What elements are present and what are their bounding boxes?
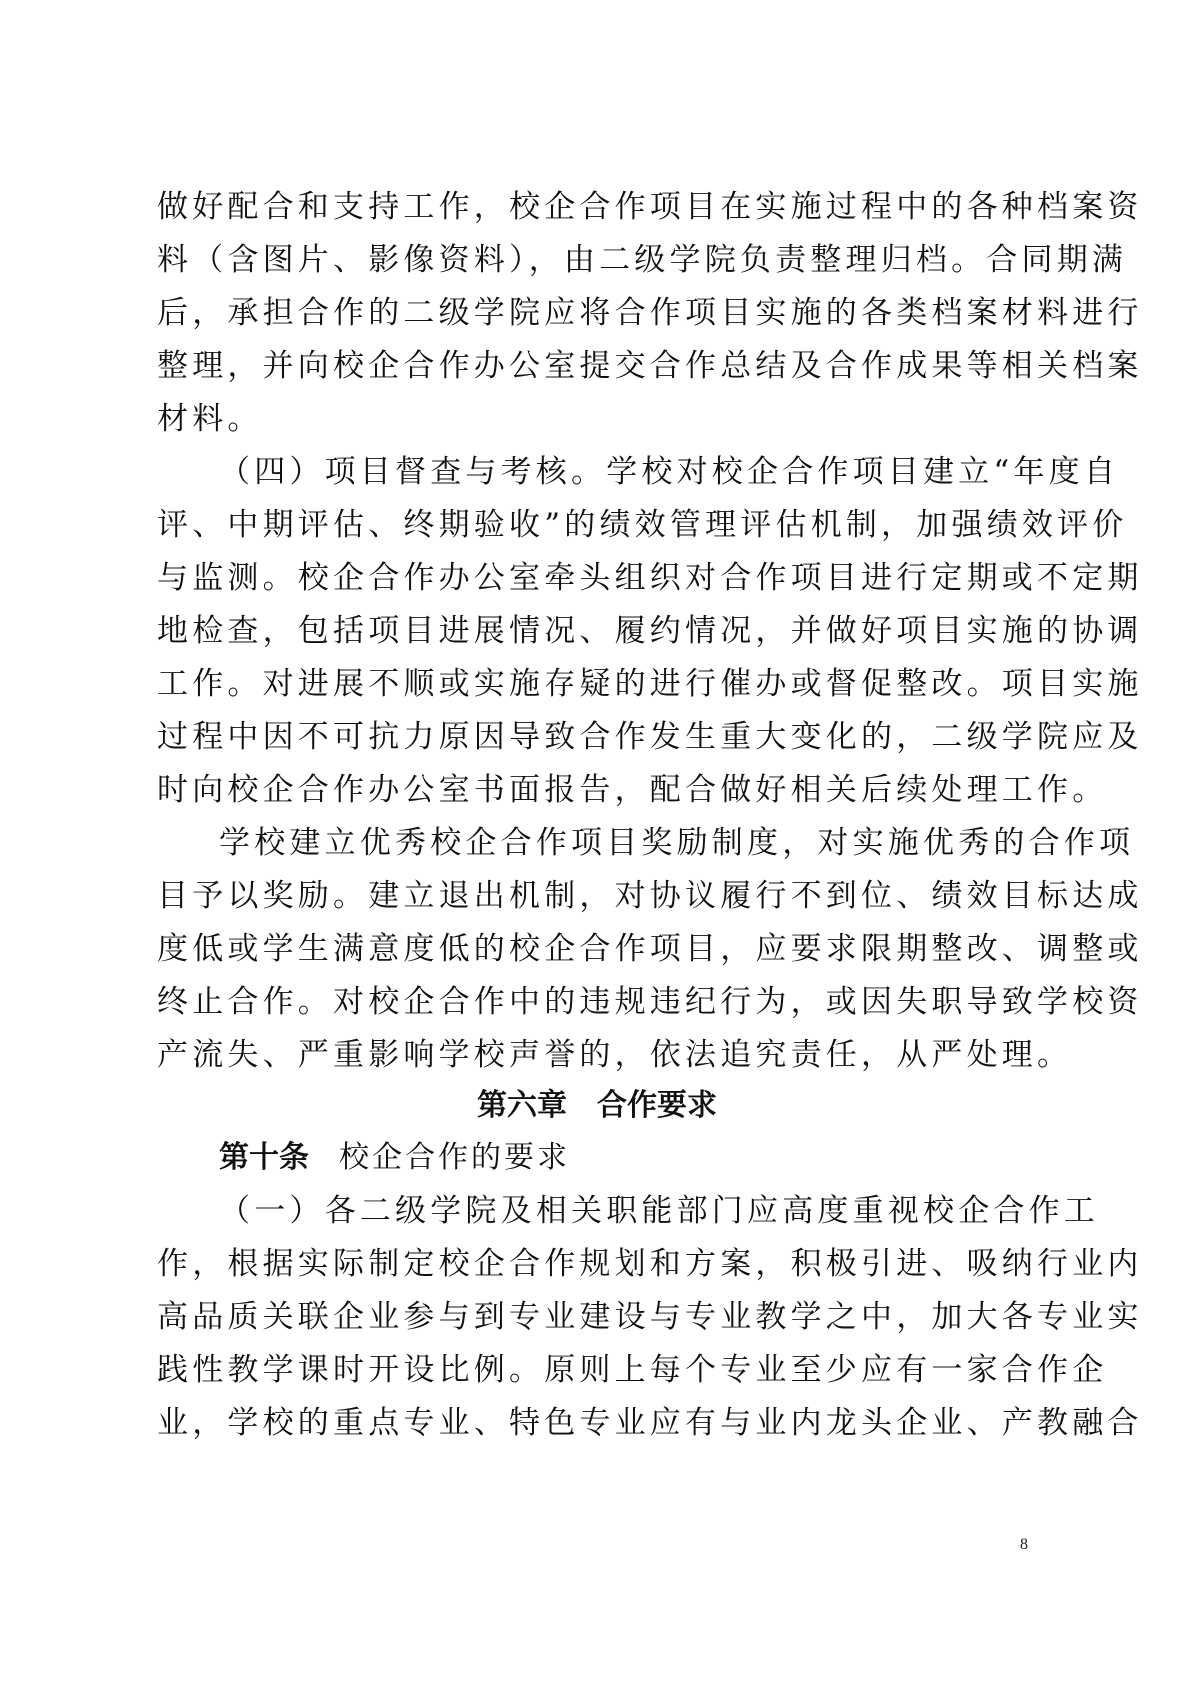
- body-line: 料（含图片、影像资料），由二级学院负责整理归档。合同期满: [157, 242, 1128, 278]
- body-line: 学校建立优秀校企合作项目奖励制度，对实施优秀的合作项: [219, 825, 1135, 861]
- article-number: 第十条: [219, 1140, 309, 1175]
- body-line: 产流失、严重影响学校声誉的，依法追究责任，从严处理。: [157, 1037, 1073, 1073]
- body-line: 度低或学生满意度低的校企合作项目，应要求限期整改、调整或: [157, 931, 1143, 967]
- body-line: 整理，并向校企合作办公室提交合作总结及合作成果等相关档案: [157, 348, 1143, 384]
- body-line: （四）项目督查与考核。学校对校企合作项目建立“年度自: [219, 454, 1120, 490]
- body-line: 践性教学课时开设比例。原则上每个专业至少应有一家合作企: [157, 1352, 1108, 1388]
- body-line: 作，根据实际制定校企合作规划和方案，积极引进、吸纳行业内: [157, 1246, 1143, 1282]
- body-line: 工作。对进展不顺或实施存疑的进行催办或督促整改。项目实施: [157, 666, 1143, 702]
- body-line: 与监测。校企合作办公室牵头组织对合作项目进行定期或不定期: [157, 560, 1143, 596]
- body-line: 高品质关联企业参与到专业建设与专业教学之中，加大各专业实: [157, 1299, 1143, 1335]
- body-line: 评、中期评估、终期验收”的绩效管理评估机制，加强绩效评价: [157, 507, 1128, 543]
- body-line: 时向校企合作办公室书面报告，配合做好相关后续处理工作。: [157, 772, 1108, 808]
- body-line: 目予以奖励。建立退出机制，对协议履行不到位、绩效目标达成: [157, 878, 1143, 914]
- body-line: 过程中因不可抗力原因导致合作发生重大变化的，二级学院应及: [157, 719, 1143, 755]
- body-line: 地检查，包括项目进展情况、履约情况，并做好项目实施的协调: [157, 613, 1143, 649]
- body-line: 后，承担合作的二级学院应将合作项目实施的各类档案材料进行: [157, 295, 1143, 331]
- article-heading: [219, 1138, 570, 1178]
- body-line: 材料。: [157, 401, 263, 437]
- page-number: 8: [1020, 1536, 1028, 1553]
- chapter-heading: 第六章 合作要求: [477, 1088, 717, 1123]
- article-title: 校企合作的要求: [339, 1140, 570, 1175]
- body-line: 终止合作。对校企合作中的违规违纪行为，或因失职导致学校资: [157, 984, 1143, 1020]
- body-line: 做好配合和支持工作，校企合作项目在实施过程中的各种档案资: [157, 189, 1143, 225]
- body-line: （一）各二级学院及相关职能部门应高度重视校企合作工: [219, 1193, 1099, 1229]
- body-line: 业，学校的重点专业、特色专业应有与业内龙头企业、产教融合: [157, 1405, 1143, 1441]
